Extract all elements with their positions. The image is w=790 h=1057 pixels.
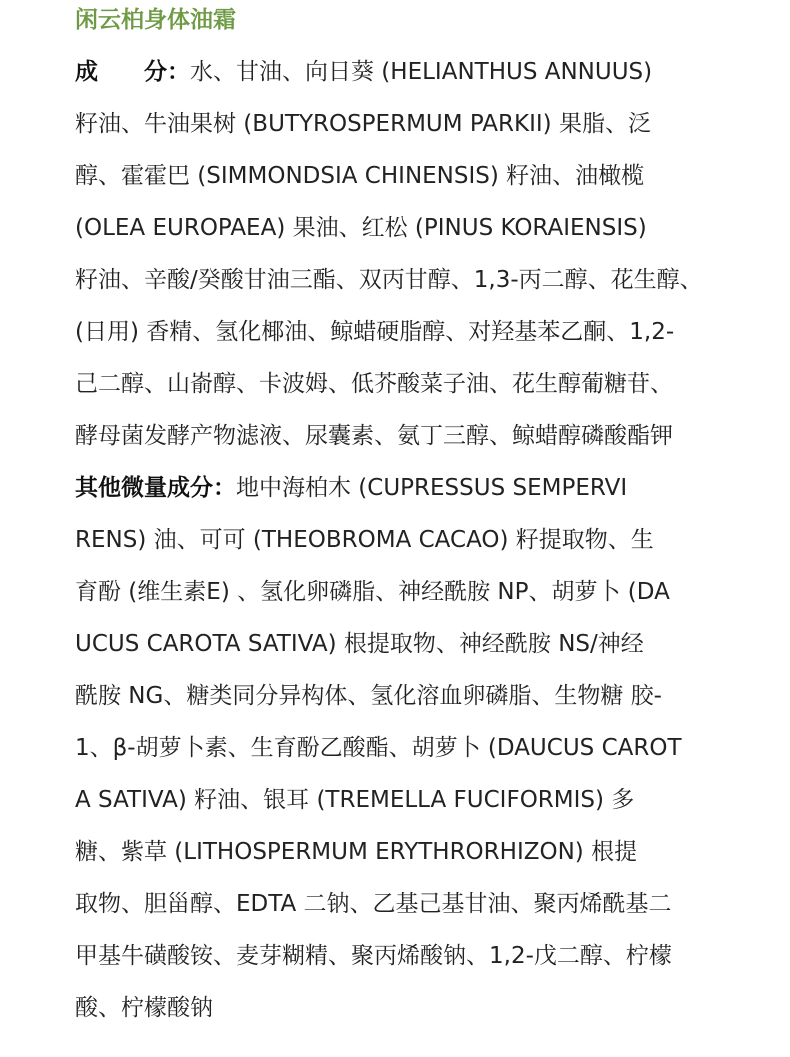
- ingredient-line: (OLEA EUROPAEA) 果油、红松 (PINUS KORAIENSIS): [75, 215, 647, 241]
- ingredient-line: 己二醇、山嵛醇、卡波姆、低芥酸菜子油、花生醇葡糖苷、: [75, 371, 673, 397]
- main-ingredients-first-line: [75, 46, 725, 98]
- ingredient-line: 籽油、牛油果树 (BUTYROSPERMUM PARKII) 果脂、泛: [75, 111, 651, 137]
- ingredient-line: 水、甘油、向日葵 (HELIANTHUS ANNUUS): [190, 59, 653, 85]
- ingredient-line: 酰胺 NG、糖类同分异构体、氢化溶血卵磷脂、生物糖 胶-: [75, 683, 662, 709]
- ingredient-line: 糖、紫草 (LITHOSPERMUM ERYTHRORHIZON) 根提: [75, 839, 638, 865]
- ingredient-line: (日用) 香精、氢化椰油、鲸蜡硬脂醇、对羟基苯乙酮、1,2-: [75, 319, 675, 345]
- ingredient-line: 育酚 (维生素E) 、氢化卵磷脂、神经酰胺 NP、胡萝卜 (DA: [75, 579, 670, 605]
- product-title: 闲云柏身体油霜: [75, 7, 236, 33]
- ingredient-list: [75, 46, 725, 1034]
- ingredient-line: 地中海柏木 (CUPRESSUS SEMPERVI: [236, 475, 628, 501]
- ingredient-line: RENS) 油、可可 (THEOBROMA CACAO) 籽提取物、生: [75, 527, 654, 553]
- ingredient-line: 醇、霍霍巴 (SIMMONDSIA CHINENSIS) 籽油、油橄榄: [75, 163, 645, 189]
- main-ingredients-label: 成 分：: [75, 59, 190, 85]
- ingredient-line: 酵母菌发酵产物滤液、尿囊素、氨丁三醇、鲸蜡醇磷酸酯钾: [75, 423, 673, 449]
- ingredient-line: 籽油、辛酸/癸酸甘油三酯、双丙甘醇、1,3-丙二醇、花生醇、: [75, 267, 703, 293]
- ingredient-line: A SATIVA) 籽油、银耳 (TREMELLA FUCIFORMIS) 多: [75, 787, 635, 813]
- ingredient-line: 酸、柠檬酸钠: [75, 995, 213, 1021]
- ingredient-line: 取物、胆甾醇、EDTA 二钠、乙基己基甘油、聚丙烯酰基二: [75, 891, 672, 917]
- ingredient-line: 甲基牛磺酸铵、麦芽糊精、聚丙烯酸钠、1,2-戊二醇、柠檬: [75, 943, 672, 969]
- ingredient-line: 1、β-胡萝卜素、生育酚乙酸酯、胡萝卜 (DAUCUS CAROT: [75, 735, 682, 761]
- minor-ingredients-first-line: [75, 462, 725, 514]
- ingredient-line: UCUS CAROTA SATIVA) 根提取物、神经酰胺 NS/神经: [75, 631, 644, 657]
- minor-ingredients-label: 其他微量成分：: [75, 475, 236, 501]
